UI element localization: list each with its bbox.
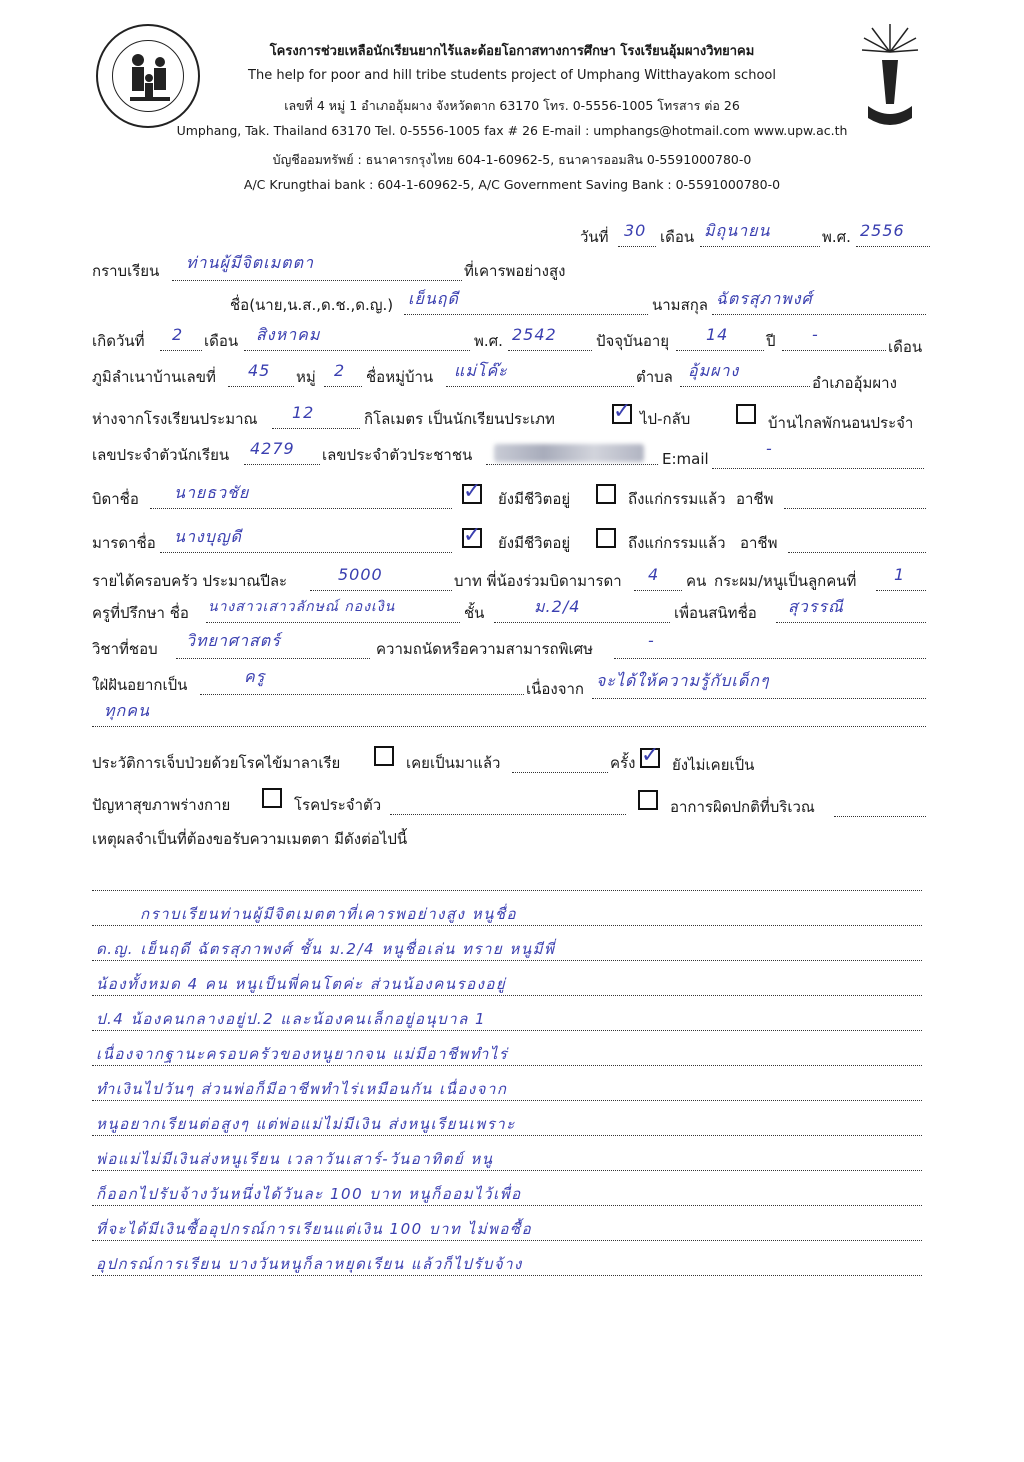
date-year-value: 2556 <box>860 221 905 240</box>
health-label: ปัญหาสุขภาพร่างกาย <box>92 796 231 814</box>
reason-line-text: อุปกรณ์การเรียน บางวันหนูก็ลาหยุดเรียน แล้วก็ไปรับจ้าง <box>96 1255 523 1273</box>
age-month-value: - <box>812 325 819 344</box>
father-alive-label: ยังมีชีวิตอยู่ <box>498 490 571 508</box>
mother-value: นางบุญดี <box>174 527 242 546</box>
student-id-value: 4279 <box>250 439 295 458</box>
email-value: - <box>766 439 773 458</box>
talent-field[interactable] <box>614 640 926 659</box>
age-month-label: เดือน <box>888 338 923 356</box>
father-dead-checkbox[interactable] <box>596 484 616 504</box>
reason-line-text: หนูอยากเรียนต่อสูงๆ แต่พ่อแม่ไม่มีเงิน ส่งหนูเรียนเพราะ <box>96 1115 516 1133</box>
chronic-checkbox[interactable] <box>262 788 282 808</box>
talent-label: ความถนัดหรือความสามารถพิเศษ <box>376 640 594 658</box>
mother-alive-checkmark-icon: ✓ <box>463 523 482 548</box>
abnormal-label: อาการผิดปกติที่บริเวณ <box>670 798 815 816</box>
child-order-value: 1 <box>894 565 906 584</box>
mother-dead-checkbox[interactable] <box>596 528 616 548</box>
citizen-id-redacted <box>494 444 644 462</box>
reason-line-text: ที่จะได้มีเงินซื้ออุปกรณ์การเรียนแต่เงิน 100 บาท ไม่พอซื้อ <box>96 1220 533 1238</box>
commute-label: ไป-กลับ <box>640 410 691 428</box>
friend-label: เพื่อนสนิทชื่อ <box>674 604 757 622</box>
dream-label: ใฝ่ฝันอยากเป็น <box>92 676 188 694</box>
date-label: วันที่ <box>580 228 609 246</box>
name-value: เย็นฤดี <box>408 289 459 308</box>
subject-label: วิชาที่ชอบ <box>92 640 158 658</box>
age-year-label: ปี <box>766 332 776 350</box>
subdistrict-value: อุ้มผาง <box>688 361 740 380</box>
friend-value: สุวรรณี <box>788 597 844 616</box>
reason-label: เหตุผลจำเป็นที่ต้องขอรับความเมตตา มีดังต่อไปนี้ <box>92 830 408 848</box>
date-month-value: มิถุนายน <box>704 221 771 240</box>
home-no-value: 45 <box>248 361 271 380</box>
reason-line-text: น้องทั้งหมด 4 คน หนูเป็นพี่คนโตค่ะ ส่วนน้องคนรองอยู่ <box>96 975 507 993</box>
chronic-label: โรคประจำตัว <box>294 796 382 814</box>
reason-line-text: ก็ออกไปรับจ้างวันหนึ่งได้วันละ 100 บาท หนูก็ออมไว้เพื่อ <box>96 1185 522 1203</box>
commute-checkmark-icon: ✓ <box>613 399 632 424</box>
distance-value: 12 <box>292 403 315 422</box>
malaria-had-checkbox[interactable] <box>374 746 394 766</box>
to-suffix: ที่เคารพอย่างสูง <box>464 262 566 280</box>
because-value: จะได้ให้ความรู้กับเด็กๆ <box>596 671 770 690</box>
email-field[interactable] <box>712 450 924 469</box>
abnormal-checkbox[interactable] <box>638 790 658 810</box>
header-thai-bank: บัญชีออมทรัพย์ : ธนาคารกรุงไทย 604-1-60962-5, ธนาคารออมสิน 0-5591000780-0 <box>272 152 752 167</box>
mother-dead-label: ถึงแก่กรรมแล้ว <box>628 534 726 552</box>
child-order-label: กระผม/หนูเป็นลูกคนที่ <box>714 572 857 590</box>
reason-line-text: ด.ญ. เย็นฤดี ฉัตรสุภาพงศ์ ชั้น ม.2/4 หนูชื่อเล่น ทราย หนูมีพี่ <box>96 940 556 958</box>
citizen-id-label: เลขประจำตัวประชาชน <box>322 446 473 464</box>
mother-job-field[interactable] <box>788 534 926 553</box>
subdistrict-label: ตำบล <box>636 368 673 386</box>
because-value-line-2: ทุกคน <box>104 701 150 720</box>
surname-value: ฉัตรสุภาพงศ์ <box>716 289 813 308</box>
born-day-value: 2 <box>172 325 184 344</box>
km-label: กิโลเมตร เป็นนักเรียนประเภท <box>364 410 555 428</box>
born-month-value: สิงหาคม <box>256 325 321 344</box>
header-english-address: Umphang, Tak. Thailand 63170 Tel. 0-5556-1005 fax # 26 E-mail : umphangs@hotmail.com www.upw.ac.th <box>176 123 848 138</box>
father-job-field[interactable] <box>784 490 926 509</box>
talent-value: - <box>648 631 655 650</box>
malaria-had-label: เคยเป็นมาแล้ว <box>406 754 501 772</box>
village-label: ชื่อหมู่บ้าน <box>366 368 434 386</box>
header-thai-address: เลขที่ 4 หมู่ 1 อำเภออุ้มผาง จังหวัดตาก 63170 โทร. 0-5556-1005 โทรสาร ต่อ 26 <box>284 98 740 113</box>
student-id-label: เลขประจำตัวนักเรียน <box>92 446 230 464</box>
email-label: E:mail <box>662 450 709 468</box>
father-value: นายธวชัย <box>174 483 250 502</box>
father-alive-checkmark-icon: ✓ <box>463 479 482 504</box>
age-value: 14 <box>706 325 729 344</box>
income-value: 5000 <box>338 565 383 584</box>
because-field-line-2[interactable] <box>92 708 926 727</box>
born-month-label: เดือน <box>204 332 239 350</box>
class-value: ม.2/4 <box>534 597 581 616</box>
home-label: ภูมิลำเนาบ้านเลขที่ <box>92 368 216 386</box>
to-value: ท่านผู้มีจิตเมตตา <box>186 253 314 272</box>
dream-value: ครู <box>244 667 266 686</box>
age-label: ปัจจุบันอายุ <box>596 332 670 350</box>
advisor-label: ครูที่ปรึกษา ชื่อ <box>92 604 189 622</box>
reason-line-text: ป.4 น้องคนกลางอยู่ป.2 และน้องคนเล็กอยู่อนุบาล 1 <box>96 1010 487 1028</box>
boarding-checkbox[interactable] <box>736 404 756 424</box>
born-label: เกิดวันที่ <box>92 332 145 350</box>
times-label: ครั้ง <box>610 754 636 772</box>
year-label: พ.ศ. <box>822 228 851 246</box>
district-label: อำเภออุ้มผาง <box>812 374 897 392</box>
malaria-label: ประวัติการเจ็บป่วยด้วยโรคไข้มาลาเรีย <box>92 754 341 772</box>
born-year-label: พ.ศ. <box>474 332 503 350</box>
header-english-bank: A/C Krungthai bank : 604-1-60962-5, A/C Government Saving Bank : 0-5591000780-0 <box>243 177 781 192</box>
baht-label: บาท พี่น้องร่วมบิดามารดา <box>454 572 622 590</box>
malaria-never-label: ยังไม่เคยเป็น <box>672 756 755 774</box>
boarding-label: บ้านไกลพักนอนประจำ <box>768 414 914 432</box>
advisor-value: นางสาวเสาวลักษณ์ กองเงิน <box>208 599 396 615</box>
malaria-times-field[interactable] <box>512 754 608 773</box>
class-field[interactable] <box>494 604 670 623</box>
distance-field[interactable] <box>272 410 360 429</box>
reason-line-blank[interactable] <box>92 858 922 891</box>
father-job-label: อาชีพ <box>736 490 774 508</box>
surname-label: นามสกุล <box>652 296 708 314</box>
reason-line-text: พ่อแม่ไม่มีเงินส่งหนูเรียน เวลาวันเสาร์-วันอาทิตย์ หนู <box>96 1150 494 1168</box>
siblings-value: 4 <box>648 565 660 584</box>
class-label: ชั้น <box>464 604 485 622</box>
reason-line-text: ทำเงินไปวันๆ ส่วนพ่อก็มีอาชีพทำไร่เหมือนกัน เนื่องจาก <box>96 1080 508 1098</box>
malaria-never-checkmark-icon: ✓ <box>641 743 660 768</box>
father-label: บิดาชื่อ <box>92 490 139 508</box>
name-label: ชื่อ(นาย,น.ส.,ด.ช.,ด.ญ.) <box>230 296 394 314</box>
born-year-value: 2542 <box>512 325 557 344</box>
father-dead-label: ถึงแก่กรรมแล้ว <box>628 490 726 508</box>
to-label: กราบเรียน <box>92 262 160 280</box>
distance-label: ห่างจากโรงเรียนประมาณ <box>92 410 258 428</box>
age-month-field[interactable] <box>782 332 886 351</box>
chronic-field[interactable] <box>390 796 626 815</box>
abnormal-field[interactable] <box>834 798 926 817</box>
person-label: คน <box>686 572 707 590</box>
reason-line-text: เนื่องจากฐานะครอบครัวของหนูยากจน แม่มีอาชีพทำไร่ <box>96 1045 509 1063</box>
income-label: รายได้ครอบครัว ประมาณปีละ <box>92 572 288 590</box>
moo-value: 2 <box>334 361 346 380</box>
because-label: เนื่องจาก <box>526 680 585 698</box>
mother-alive-label: ยังมีชีวิตอยู่ <box>498 534 571 552</box>
subject-value: วิทยาศาสตร์ <box>186 631 281 650</box>
mother-label: มารดาชื่อ <box>92 534 156 552</box>
village-value: แม่โค๊ะ <box>454 361 508 380</box>
month-label: เดือน <box>660 228 695 246</box>
moo-label: หมู่ <box>296 368 316 386</box>
reason-line-text: กราบเรียนท่านผู้มีจิตเมตตาที่เคารพอย่างสูง หนูชื่อ <box>140 905 518 923</box>
header-thai-project: โครงการช่วยเหลือนักเรียนยากไร้และด้อยโอกาสทางการศึกษา โรงเรียนอุ้มผางวิทยาคม <box>269 44 755 59</box>
date-day-value: 30 <box>624 221 647 240</box>
mother-job-label: อาชีพ <box>740 534 778 552</box>
header-english-project: The help for poor and hill tribe students project of Umphang Witthayakom school <box>248 68 776 83</box>
